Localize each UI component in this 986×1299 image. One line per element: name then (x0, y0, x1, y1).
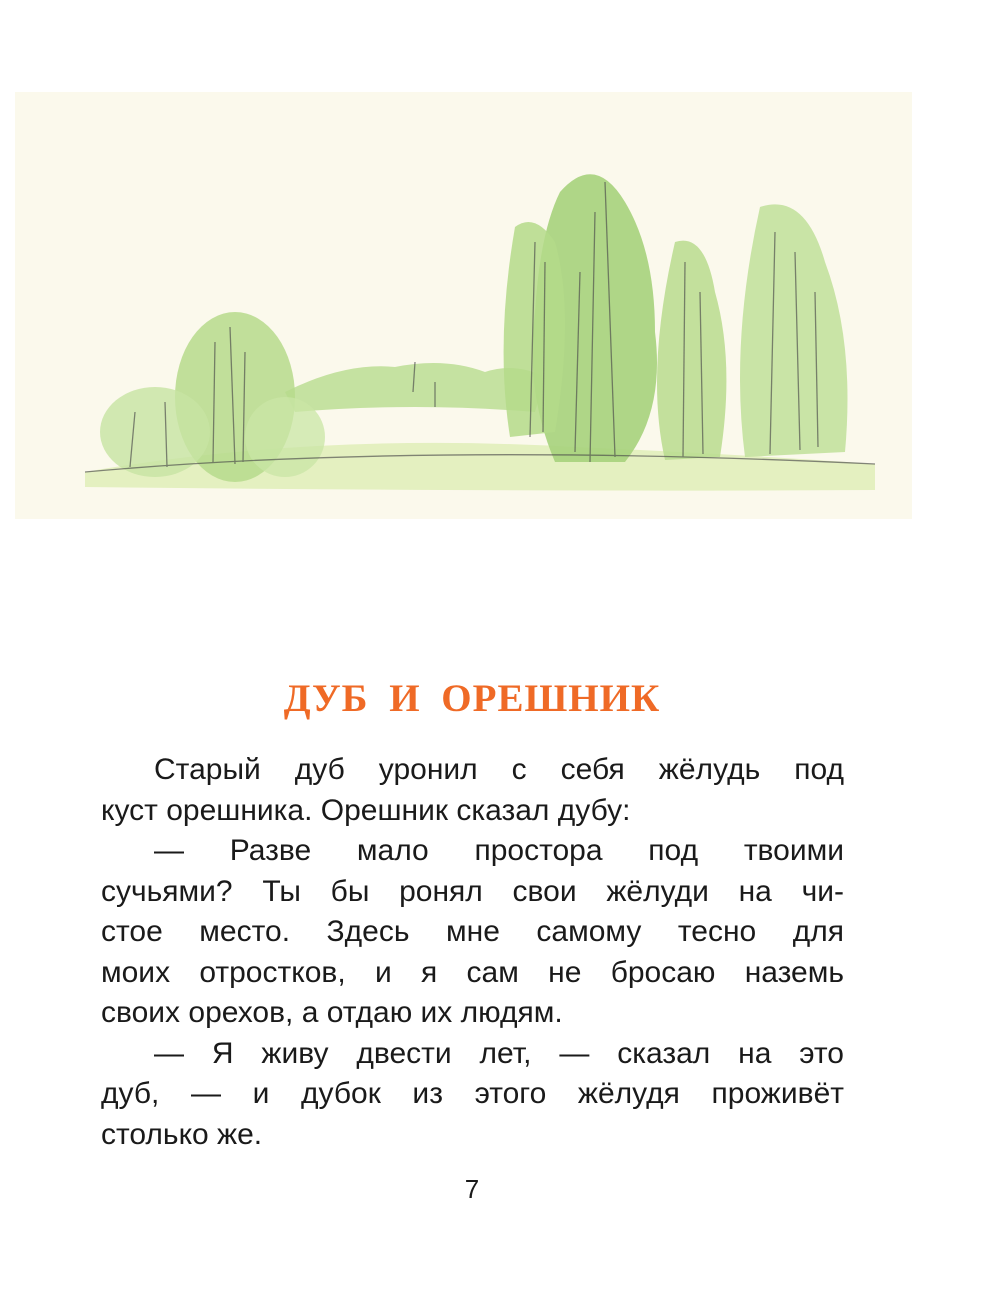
trees-drawing (15, 92, 912, 519)
story-line: — Разве мало простора под твоими (154, 834, 844, 867)
right-tree-far (740, 204, 848, 457)
story-line: куст орешника. Орешник сказал дубу: (101, 793, 631, 827)
illustration-trees (15, 92, 912, 519)
story-title: ДУБ И ОРЕШНИК (283, 677, 661, 720)
story-line: столько же. (101, 1117, 263, 1151)
story-line: Старый дуб уронил с себя жёлудь под (154, 753, 844, 786)
story-line: сучьями? Ты бы ронял свои жёлуди на чи- (101, 874, 844, 908)
story-line: своих орехов, а отдаю их людям. (101, 996, 563, 1029)
right-tree-mid (657, 241, 726, 460)
story-line: моих отростков, и я сам не бросаю наземь (101, 955, 844, 989)
page-number: 7 (464, 1174, 480, 1204)
story-line: дуб, — и дубок из этого жёлудя проживёт (101, 1077, 844, 1110)
story-line: стое место. Здесь мне самому тесно для (101, 915, 844, 948)
left-bush-right (245, 397, 325, 477)
story-text (101, 750, 844, 1155)
story-line: — Я живу двести лет, — сказал на это (154, 1036, 844, 1070)
